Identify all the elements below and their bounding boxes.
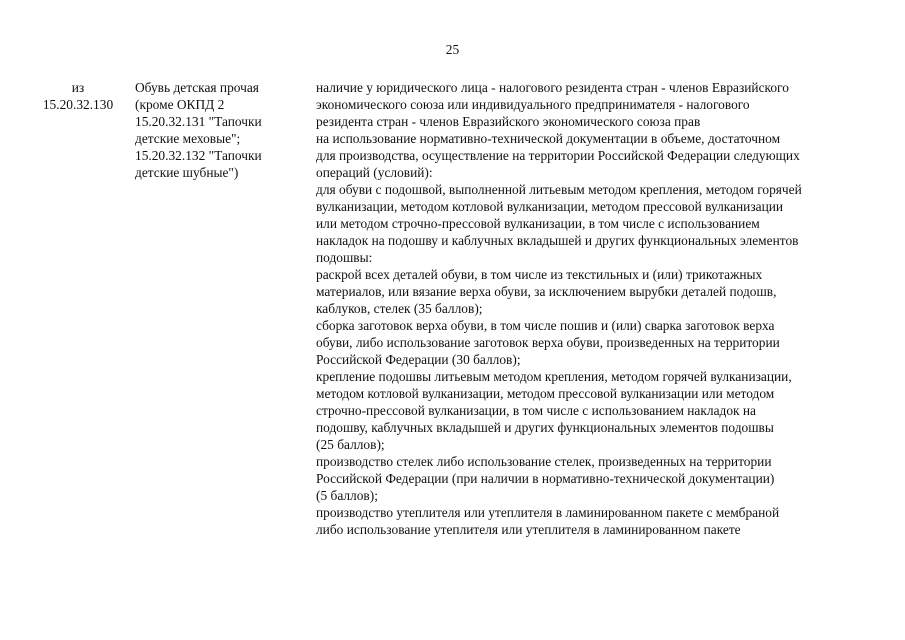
okpd-code-cell xyxy=(30,79,126,113)
condition-line: Российской Федерации (при наличии в нормативно-технической документации) xyxy=(316,471,775,486)
product-name-cell xyxy=(135,79,303,181)
product-line: 15.20.32.132 "Тапочки xyxy=(135,148,262,163)
condition-line: обуви, либо использование заготовок верха обуви, произведенных на территории xyxy=(316,335,780,350)
condition-line: каблуков, стелек (35 баллов); xyxy=(316,301,483,316)
product-line: детские меховые"; xyxy=(135,131,241,146)
product-line: детские шубные") xyxy=(135,165,239,180)
product-line: Обувь детская прочая xyxy=(135,80,259,95)
condition-line: (5 баллов); xyxy=(316,488,378,503)
product-line: 15.20.32.131 "Тапочки xyxy=(135,114,262,129)
condition-line: либо использование утеплителя или утеплителя в ламинированном пакете xyxy=(316,522,741,537)
condition-line: методом котловой вулканизации, методом прессовой вулканизации или методом xyxy=(316,386,775,401)
conditions-cell xyxy=(316,79,876,538)
condition-line: раскрой всех деталей обуви, в том числе из текстильных и (или) трикотажных xyxy=(316,267,763,282)
condition-line: накладок на подошву и каблучных вкладышей и других функциональных элементов xyxy=(316,233,799,248)
condition-line: сборка заготовок верха обуви, в том числе пошив и (или) сварка заготовок верха xyxy=(316,318,775,333)
condition-line: для производства, осуществление на территории Российской Федерации следующих xyxy=(316,148,800,163)
condition-line: материалов, или вязание верха обуви, за исключением вырубки деталей подошв, xyxy=(316,284,777,299)
condition-line: операций (условий): xyxy=(316,165,433,180)
condition-line: резидента стран - членов Евразийского экономического союза прав xyxy=(316,114,701,129)
condition-line: производство утеплителя или утеплителя в ламинированном пакете с мембраной xyxy=(316,505,780,520)
condition-line: строчно-прессовой вулканизации, в том числе с использованием накладок на xyxy=(316,403,756,418)
condition-line: для обуви с подошвой, выполненной литьевым методом крепления, методом горячей xyxy=(316,182,802,197)
product-line: (кроме ОКПД 2 xyxy=(135,97,225,112)
condition-line: экономического союза или индивидуального предпринимателя - налогового xyxy=(316,97,750,112)
condition-line: Российской Федерации (30 баллов); xyxy=(316,352,521,367)
condition-line: (25 баллов); xyxy=(316,437,385,452)
condition-line: подошвы: xyxy=(316,250,373,265)
condition-line: производство стелек либо использование стелек, произведенных на территории xyxy=(316,454,772,469)
code-number: 15.20.32.130 xyxy=(42,97,114,112)
condition-line: наличие у юридического лица - налогового резидента стран - членов Евразийского xyxy=(316,80,789,95)
page-number: 25 xyxy=(445,42,460,57)
condition-line: на использование нормативно-технической документации в объеме, достаточном xyxy=(316,131,781,146)
condition-line: подошву, каблучных вкладышей и других функциональных элементов подошвы xyxy=(316,420,774,435)
condition-line: вулканизации, методом котловой вулканизации, методом прессовой вулканизации xyxy=(316,199,784,214)
condition-line: крепление подошвы литьевым методом крепления, методом горячей вулканизации, xyxy=(316,369,792,384)
condition-line: или методом строчно-прессовой вулканизации, в том числе с использованием xyxy=(316,216,760,231)
code-prefix: из xyxy=(71,80,85,95)
